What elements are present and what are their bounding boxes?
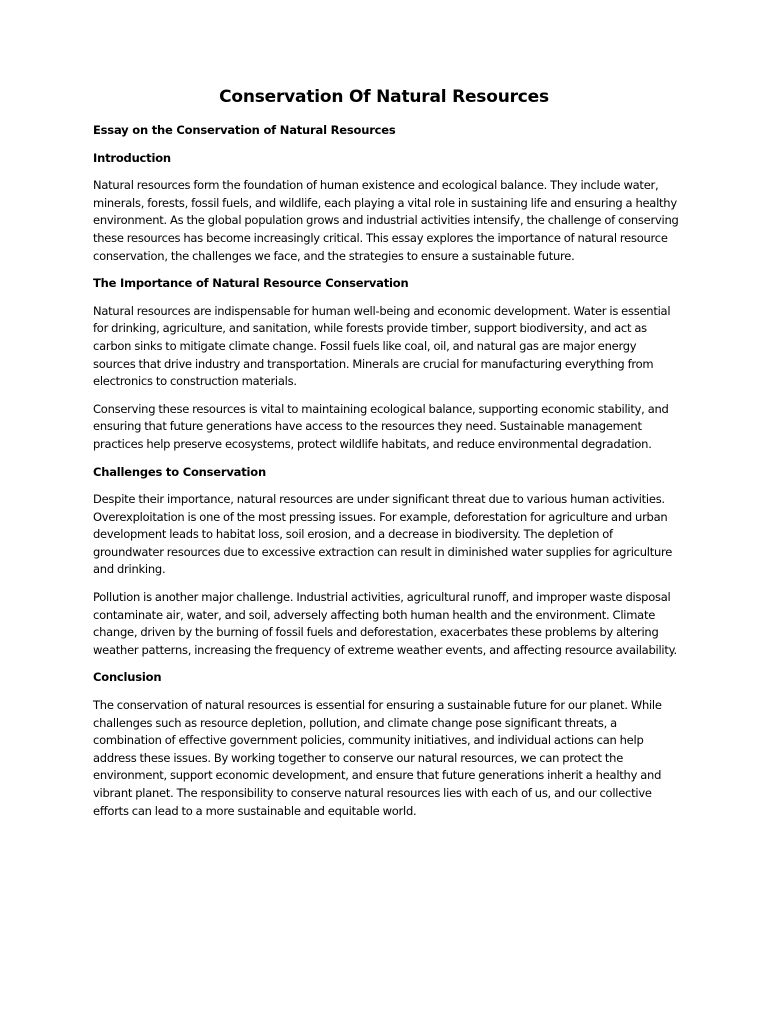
conclusion-paragraph: The conservation of natural resources is essential for ensuring a sustainable future for our planet. While challenges such as resource depletion, pollution, and climate change pose significant threats, a combination of effective government policies, community initiatives, and individual actions can help address these issues. By working together to conserve our natural resources, we can protect the environment, support economic development, and ensure that future generations inherit a healthy and vibrant planet. The responsibility to conserve natural resources lies with each of us, and our collective efforts can lead to a more sustainable and equitable world. [93, 698, 662, 818]
section-heading-importance: The Importance of Natural Resource Conservation [93, 276, 409, 291]
introduction-paragraph: Natural resources form the foundation of human existence and ecological balance. They include water, minerals, forests, fossil fuels, and wildlife, each playing a vital role in sustaining life and ensuring a healthy environment. As the global population grows and industrial activities intensify, the challenge of conserving these resources has become increasingly critical. This essay explores the importance of natural resource conservation, the challenges we face, and the strategies to ensure a sustainable future. [93, 178, 679, 263]
document-title: Conservation Of Natural Resources [219, 87, 549, 107]
essay-body [93, 122, 679, 830]
section-heading-challenges: Challenges to Conservation [93, 464, 266, 479]
challenges-paragraph-2: Pollution is another major challenge. Industrial activities, agricultural runoff, and improper waste disposal contaminate air, water, and soil, adversely affecting both human health and the environment. Climate change, driven by the burning of fossil fuels and deforestation, exacerbates these problems by altering weather patterns, increasing the frequency of extreme weather events, and affecting resource availability. [93, 590, 677, 657]
essay-subtitle: Essay on the Conservation of Natural Resources [93, 123, 396, 137]
importance-paragraph-1: Natural resources are indispensable for human well-being and economic development. Water is essential for drinking, agriculture, and sanitation, while forests provide timber, support biodiversity, and act as carbon sinks to mitigate climate change. Fossil fuels like coal, oil, and natural gas are major energy sources that drive industry and transportation. Minerals are crucial for manufacturing everything from electronics to construction materials. [93, 303, 671, 389]
challenges-paragraph-1: Despite their importance, natural resources are under significant threat due to various human activities. Overexploitation is one of the most pressing issues. For example, deforestation for agriculture and urban development leads to habitat loss, soil erosion, and a decrease in biodiversity. The depletion of groundwater resources due to excessive extraction can result in diminished water supplies for agriculture and drinking. [93, 492, 673, 577]
section-heading-conclusion: Conclusion [93, 670, 162, 685]
section-heading-introduction: Introduction [93, 150, 171, 165]
importance-paragraph-2: Conserving these resources is vital to maintaining ecological balance, supporting economic stability, and ensuring that future generations have access to the resources they need. Sustainable management practices help preserve ecosystems, protect wildlife habitats, and reduce environmental degradation. [93, 401, 669, 451]
